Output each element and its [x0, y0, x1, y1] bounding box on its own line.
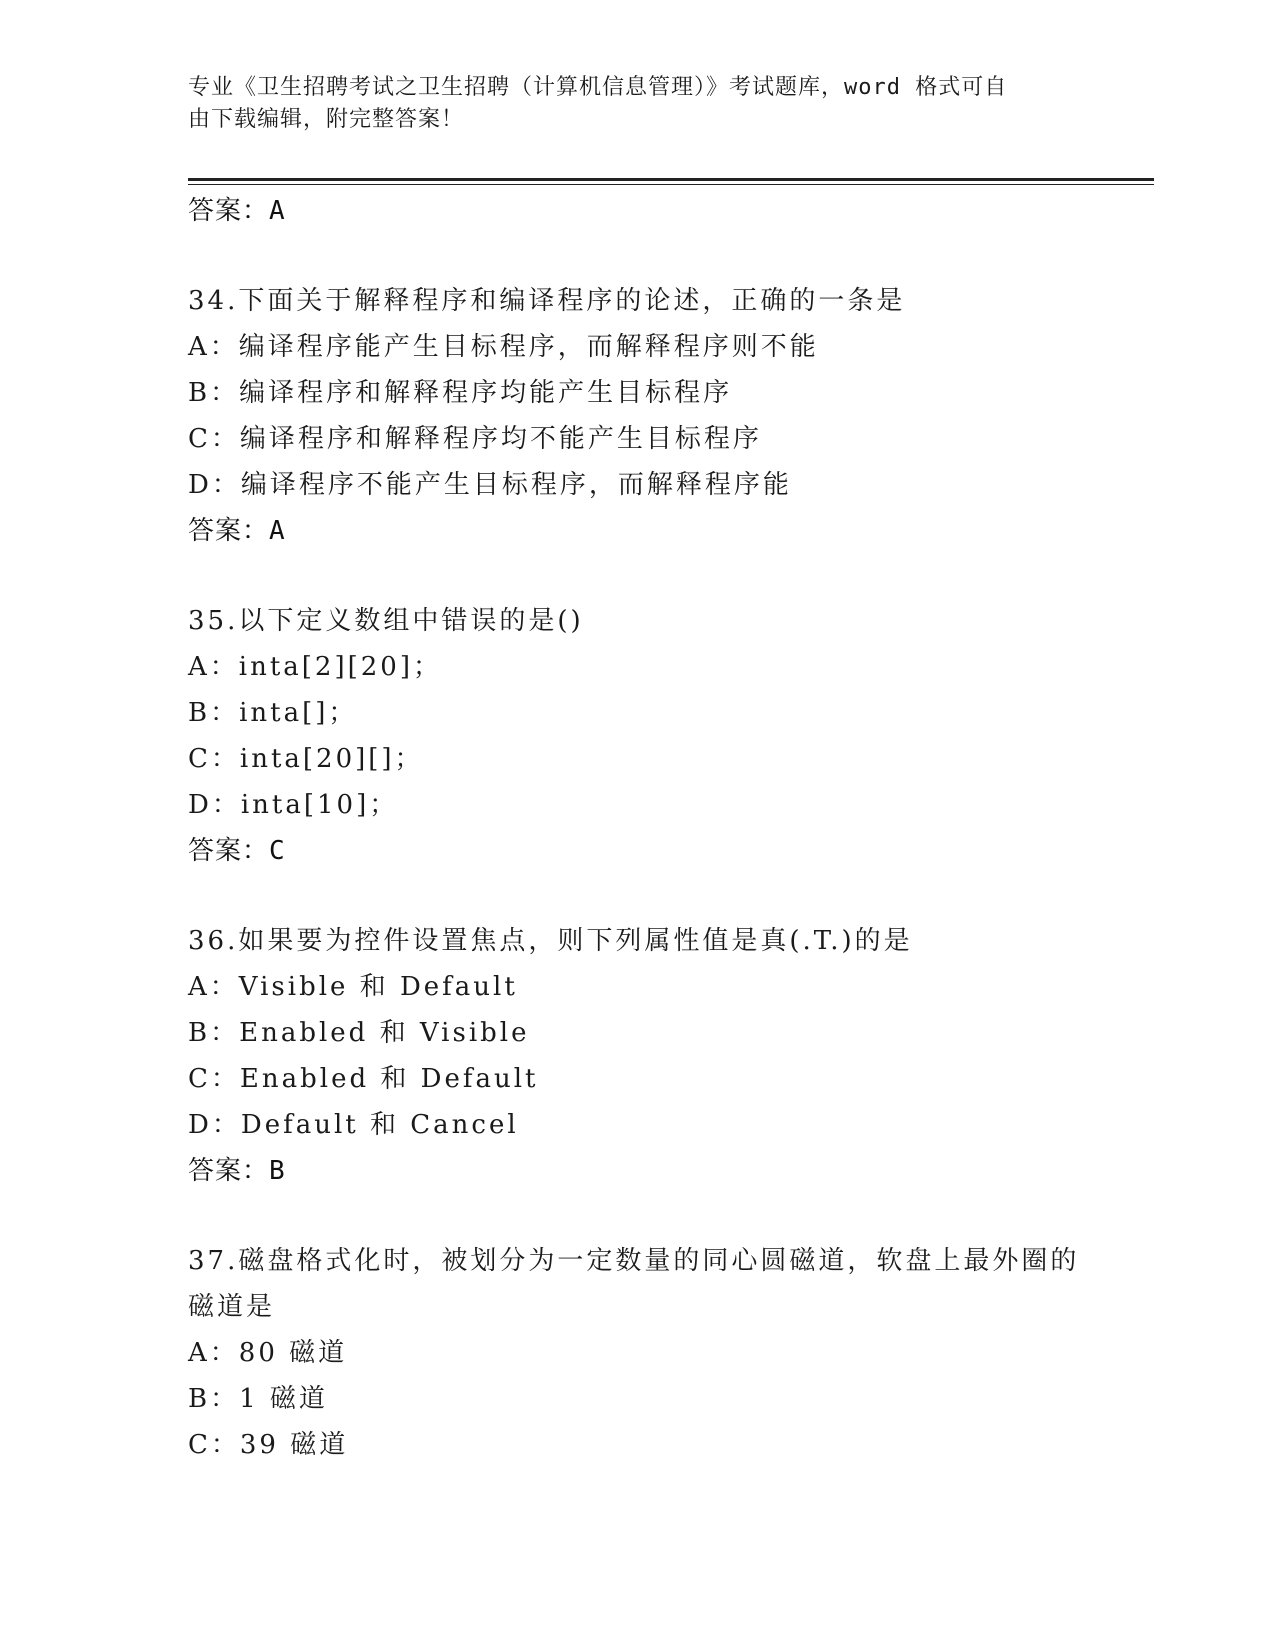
- option-c: C：Enabled 和 Default: [188, 1064, 539, 1094]
- option-a: A：inta[2][20]；: [188, 652, 442, 682]
- answer-line: 答案：C: [188, 836, 286, 866]
- question-block: [188, 598, 1088, 874]
- option-a: A：Visible 和 Default: [188, 972, 518, 1002]
- header-divider-thin: [188, 184, 1154, 185]
- option-b: B：1 磁道: [188, 1384, 328, 1414]
- option-d: D：Default 和 Cancel: [188, 1110, 519, 1140]
- option-d: D：编译程序不能产生目标程序，而解释程序能: [188, 470, 792, 500]
- option-a: A：编译程序能产生目标程序，而解释程序则不能: [188, 332, 819, 362]
- spacer: [188, 874, 1088, 918]
- spacer: [188, 554, 1088, 598]
- header-line-2: 由下载编辑，附完整答案！: [188, 107, 465, 132]
- option-b: B：Enabled 和 Visible: [188, 1018, 530, 1048]
- question-stem: 34.下面关于解释程序和编译程序的论述，正确的一条是: [188, 286, 906, 316]
- question-stem: 35.以下定义数组中错误的是(): [188, 606, 584, 636]
- answer-line: 答案：A: [188, 196, 286, 226]
- spacer: [188, 1194, 1088, 1238]
- question-stem: 36.如果要为控件设置焦点，则下列属性值是真(.T.)的是: [188, 926, 913, 956]
- answer-line: 答案：A: [188, 516, 286, 546]
- option-b: B：inta[]；: [188, 698, 358, 728]
- question-block: [188, 278, 1088, 554]
- option-c: C：编译程序和解释程序均不能产生目标程序: [188, 424, 762, 454]
- header-line-1: 专业《卫生招聘考试之卫生招聘（计算机信息管理）》考试题库，word 格式可自: [188, 75, 1008, 100]
- option-b: B：编译程序和解释程序均能产生目标程序: [188, 378, 733, 408]
- spacer: [188, 234, 1088, 278]
- answer-line: 答案：B: [188, 1156, 286, 1186]
- question-stem: 37.磁盘格式化时，被划分为一定数量的同心圆磁道，软盘上最外圈的磁道是: [188, 1246, 1080, 1322]
- question-list: [188, 188, 1088, 1468]
- option-d: D：inta[10]；: [188, 790, 399, 820]
- header-divider-thick: [188, 178, 1154, 181]
- question-block: [188, 918, 1088, 1194]
- option-a: A：80 磁道: [188, 1338, 348, 1368]
- question-block: [188, 1238, 1088, 1468]
- option-c: C：inta[20][]；: [188, 744, 424, 774]
- option-c: C：39 磁道: [188, 1430, 349, 1460]
- document-header: [188, 72, 1068, 136]
